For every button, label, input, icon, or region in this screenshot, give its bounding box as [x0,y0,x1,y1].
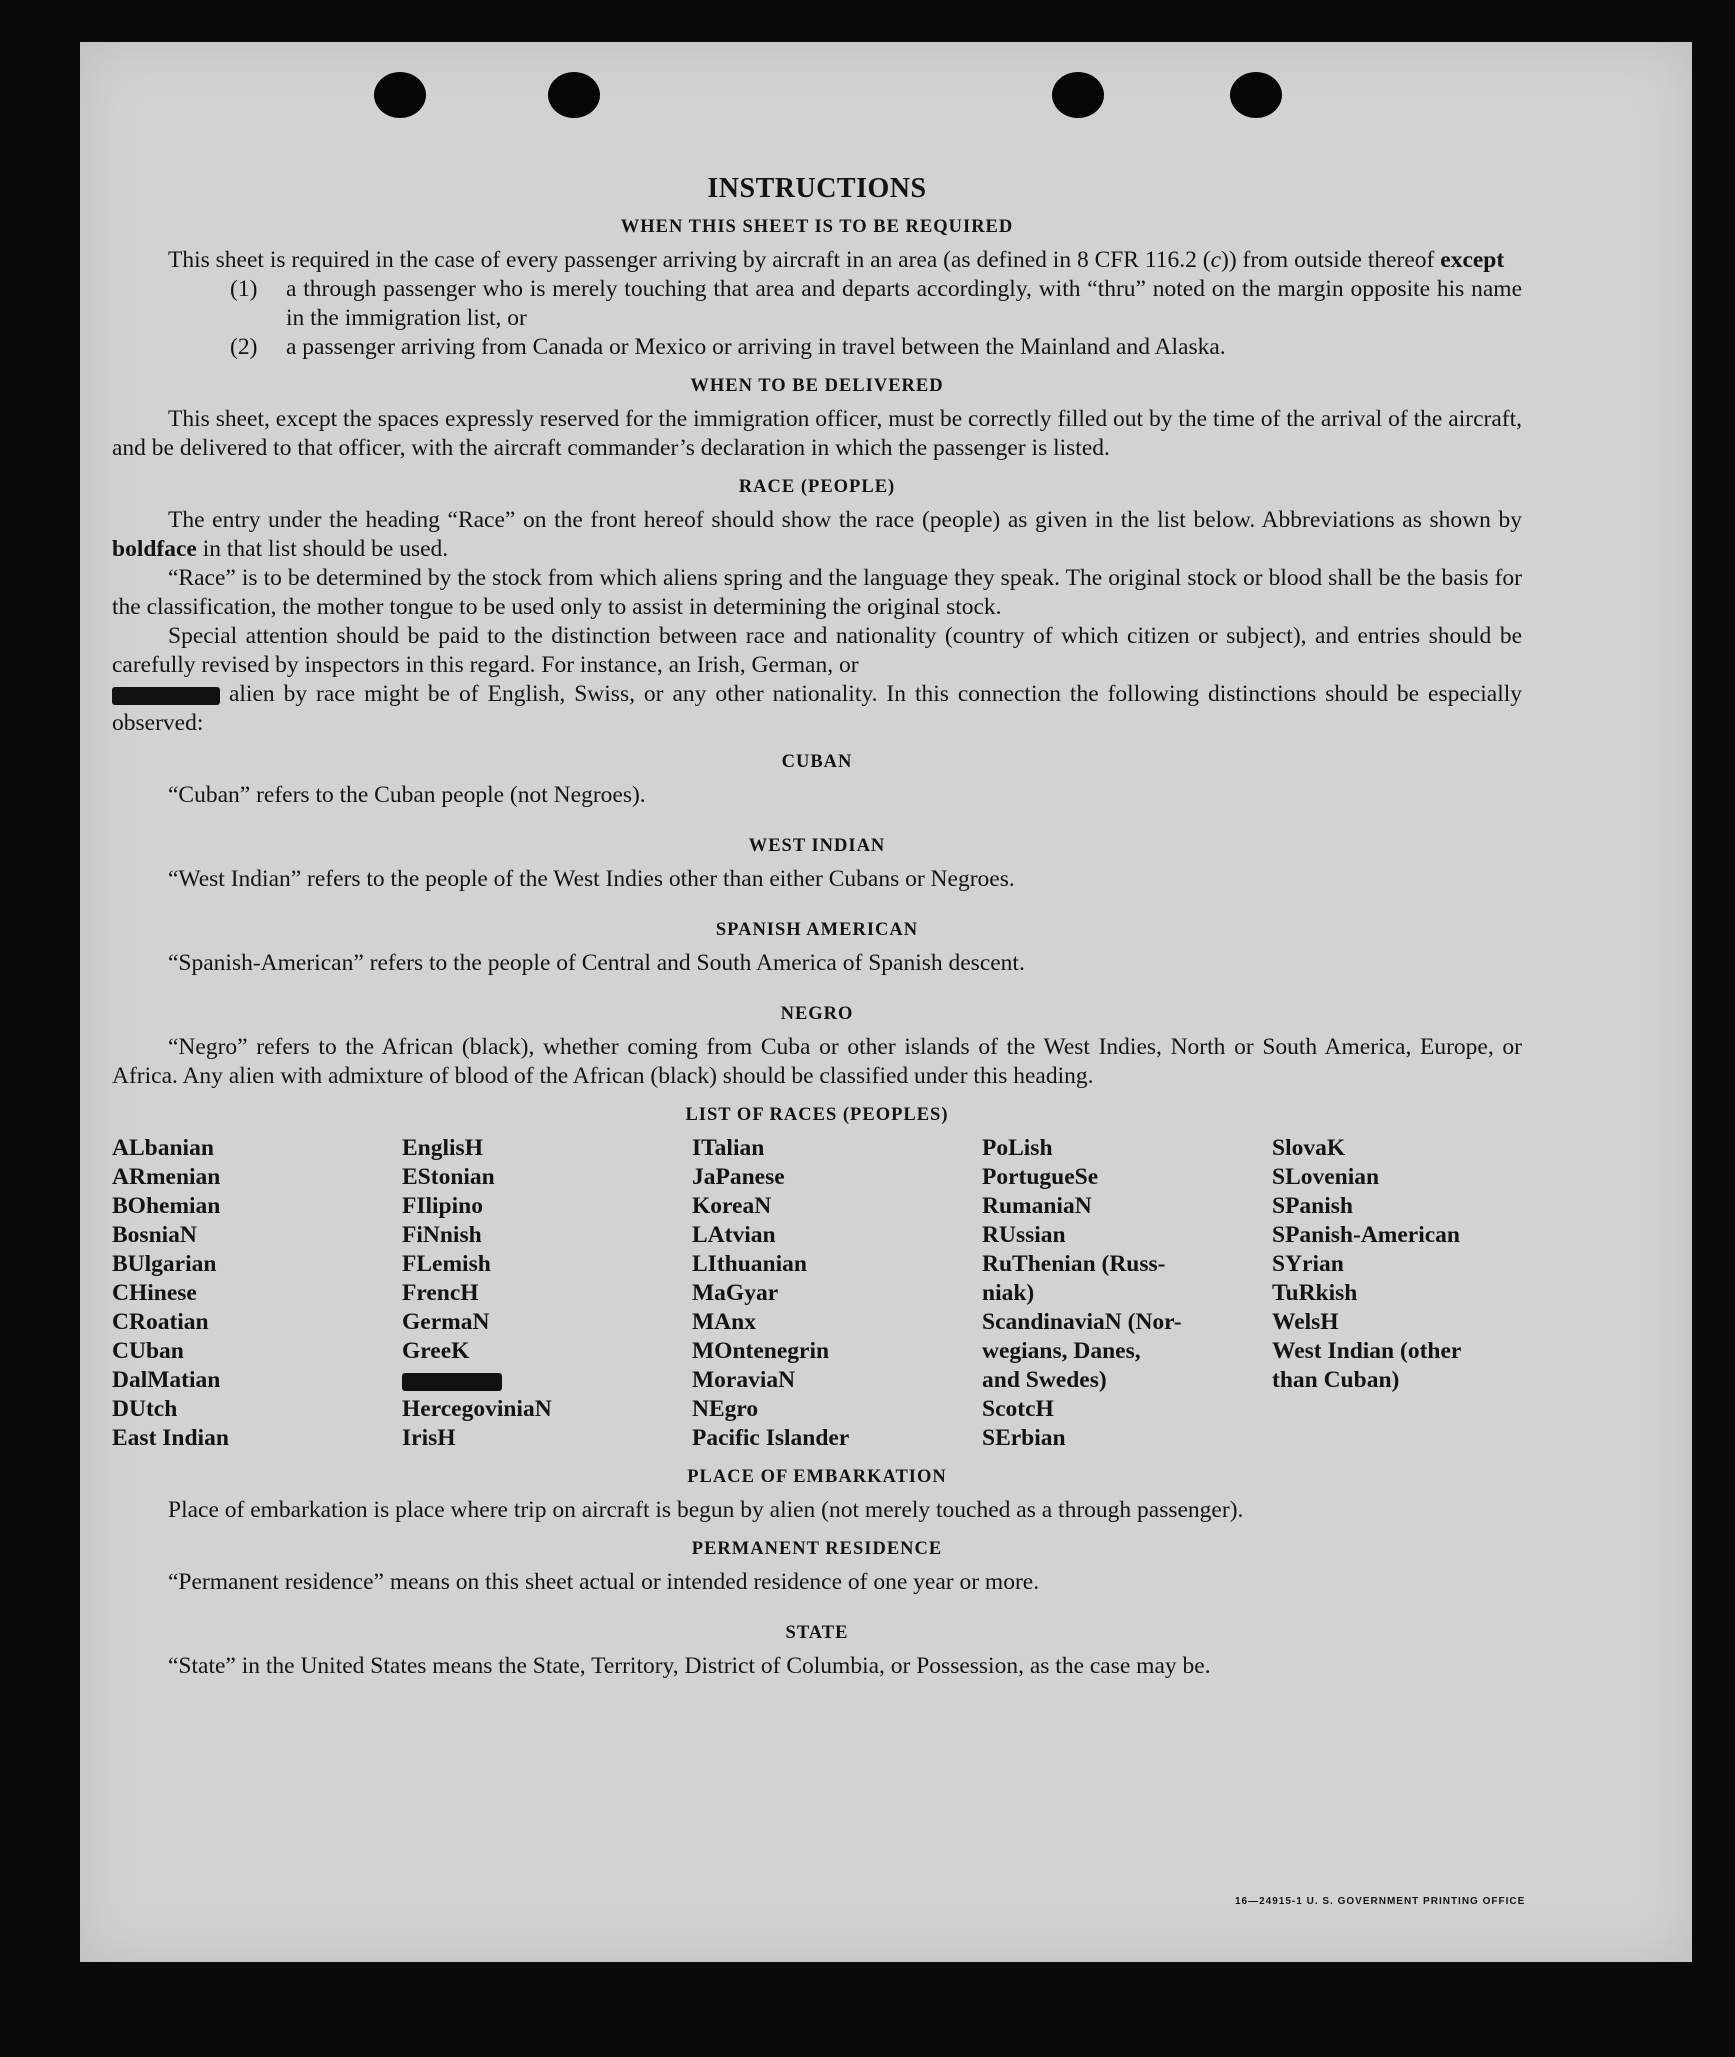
list-item: (2) a passenger arriving from Canada or Mexico or arriving in travel between the Mainland and Alaska. [230,334,1226,360]
race-entry: SErbian [982,1425,1066,1451]
race-entry: DUtch [112,1396,178,1422]
race-entry: ScotcH [982,1396,1054,1422]
section-heading-cuban: CUBAN [781,752,853,772]
race-entry: MoraviaN [692,1367,796,1393]
race-entry: SLovenian [1272,1164,1380,1190]
negro-text: “Negro” refers to the African (black), whether coming from Cuba or other islands of the West Indies, North or South America, Europe, or Africa. Any alien with admixture of blood of the African (black) should be classified under this heading. [112,1034,1522,1089]
race-entry: TuRkish [1272,1280,1358,1306]
race-entry: MOntenegrin [692,1338,830,1364]
races-column-4 [982,1134,1272,1453]
race-entry: RumaniaN [982,1193,1092,1219]
race-entry: Pacific Islander [692,1425,850,1451]
section-heading-races-list: LIST OF RACES (PEOPLES) [685,1105,949,1125]
cuban-text: “Cuban” refers to the Cuban people (not Negroes). [168,782,646,808]
section-heading-spanish-american: SPANISH AMERICAN [715,920,919,940]
state-text: “State” in the United States means the State, Territory, District of Columbia, or Possession, as the case may be. [168,1653,1211,1679]
race-entry: NEgro [692,1396,759,1422]
race-entry: BosniaN [112,1222,197,1248]
race-entry: GreeK [402,1338,470,1364]
race-entry: ARmenian [112,1164,221,1190]
race-entry-redacted [402,1366,692,1395]
spanish-american-text: “Spanish-American” refers to the people of Central and South America of Spanish descent. [168,950,1025,976]
race-entry: GermaN [402,1309,490,1335]
race-entry: MAnx [692,1309,756,1335]
race-entry: FiNnish [402,1222,482,1248]
race-entry: MaGyar [692,1280,779,1306]
section-heading-negro: NEGRO [780,1004,854,1024]
required-intro: This sheet is required in the case of every passenger arriving by aircraft in an area (as defined in 8 CFR 116.2 (c)) from outside thereof except [168,247,1505,273]
section-heading-west-indian: WEST INDIAN [748,836,886,856]
punch-hole [548,72,600,118]
race-entry: ITalian [692,1135,765,1161]
race-entry: KoreaN [692,1193,772,1219]
race-entry: IrisH [402,1425,456,1451]
races-column-1 [112,1134,402,1453]
document-sheet [80,42,1692,1962]
race-entry: FLemish [402,1251,491,1277]
punch-hole [1052,72,1104,118]
redaction-mark [112,687,220,705]
section-heading-residence: PERMANENT RESIDENCE [691,1539,943,1559]
race-paragraph-3: Special attention should be paid to the distinction between race and nationality (country of which citizen or subject), and entries should be carefully revised by inspectors in this regard. For instance, an Irish, German, or alien by race might be of English, Swiss, or any other nationality. In this connection the following distinctions should be especially observed: [112,623,1522,736]
race-entry: SPanish [1272,1193,1353,1219]
race-entry: CUban [112,1338,184,1364]
races-column-2 [402,1134,692,1453]
race-entry: PortugueSe [982,1164,1099,1190]
race-entry: CRoatian [112,1309,209,1335]
race-entry: ScandinaviaN (Nor- wegians, Danes, and Swedes) [982,1309,1182,1393]
races-column-3 [692,1134,982,1453]
section-heading-delivered: WHEN TO BE DELIVERED [690,376,944,396]
races-list [112,1134,1522,1453]
redaction-mark [402,1373,502,1391]
list-item: (1) a through passenger who is merely touching that area and departs accordingly, with “thru” noted on the margin opposite his name in the immigration list, or [230,276,1522,331]
race-entry: East Indian [112,1425,229,1451]
race-entry: BOhemian [112,1193,221,1219]
race-entry: DalMatian [112,1367,221,1393]
section-heading-state: STATE [785,1623,849,1643]
race-entry: FIlipino [402,1193,483,1219]
race-entry: SPanish-American [1272,1222,1460,1248]
race-entry: PoLish [982,1135,1053,1161]
race-entry: RUssian [982,1222,1066,1248]
section-heading-embarkation: PLACE OF EMBARKATION [687,1467,947,1487]
race-entry: JaPanese [692,1164,785,1190]
race-entry: EStonian [402,1164,495,1190]
race-paragraph-2: “Race” is to be determined by the stock from which aliens spring and the language they speak. The original stock or blood shall be the basis for the classification, the mother tongue to be used only to assist in determining the original stock. [112,565,1522,620]
race-entry: WelsH [1272,1309,1339,1335]
embarkation-text: Place of embarkation is place where trip on aircraft is begun by alien (not merely touched as a through passenger). [168,1497,1244,1523]
page-title: INSTRUCTIONS [707,173,927,204]
race-entry: West Indian (other than Cuban) [1272,1338,1462,1393]
residence-text: “Permanent residence” means on this sheet actual or intended residence of one year or more. [168,1569,1040,1595]
race-entry: BUlgarian [112,1251,217,1277]
race-entry: SYrian [1272,1251,1344,1277]
printing-office-code: 16—24915-1 U. S. GOVERNMENT PRINTING OFFICE [1235,1896,1526,1907]
race-entry: HercegoviniaN [402,1396,552,1422]
race-entry: ALbanian [112,1135,214,1161]
race-paragraph-1: The entry under the heading “Race” on the front hereof should show the race (people) as given in the list below. Abbreviations as shown by boldface in that list should be used. [112,507,1522,562]
section-heading-required: WHEN THIS SHEET IS TO BE REQUIRED [620,217,1014,237]
race-entry: LIthuanian [692,1251,807,1277]
west-indian-text: “West Indian” refers to the people of the West Indies other than either Cubans or Negroes. [168,866,1015,892]
punch-hole [374,72,426,118]
race-entry: LAtvian [692,1222,776,1248]
race-entry: RuThenian (Russ- niak) [982,1251,1166,1306]
races-column-5 [1272,1134,1562,1453]
race-entry: SlovaK [1272,1135,1346,1161]
race-entry: EnglisH [402,1135,483,1161]
section-heading-race: RACE (PEOPLE) [738,477,896,497]
punch-hole [1230,72,1282,118]
instructions-content [112,174,1522,1681]
race-entry: CHinese [112,1280,197,1306]
race-entry: FrencH [402,1280,479,1306]
delivered-text: This sheet, except the spaces expressly reserved for the immigration officer, must be correctly filled out by the time of the arrival of the aircraft, and be delivered to that officer, with the aircraft commander’s declaration in which the passenger is listed. [112,406,1522,461]
